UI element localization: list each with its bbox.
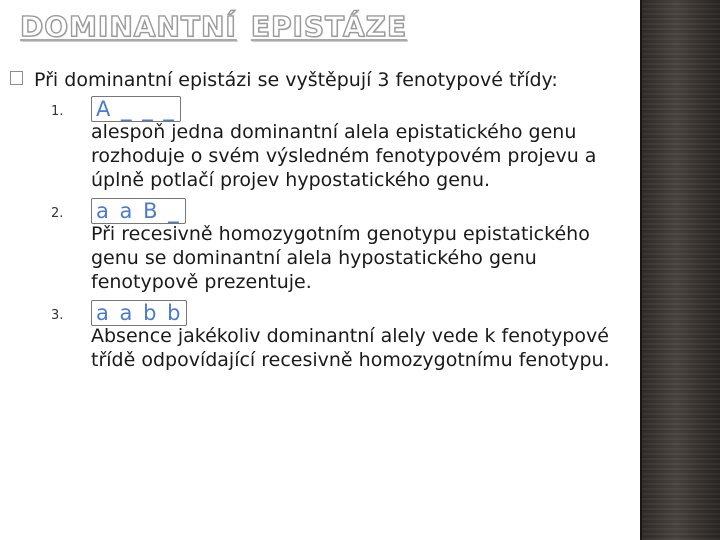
genotype-label: A _ _ _ — [91, 96, 181, 122]
intro-bullet — [10, 68, 635, 92]
title-word-epistaze: EPISTÁZE — [250, 10, 408, 43]
list-item — [10, 300, 635, 372]
item-description: Absence jakékoliv dominantní alely vede k fenotypové třídě odpovídající recesivně homozygotnímu fenotypu. — [91, 325, 610, 371]
genotype-label: a a b b — [91, 300, 187, 326]
intro-text: Při dominantní epistázi se vyštěpují 3 fenotypové třídy: — [34, 69, 558, 91]
slide-title — [20, 10, 407, 43]
slide-content — [10, 68, 635, 378]
list-number: 3. — [51, 308, 64, 323]
title-word-dominantni: DOMINANTNÍ — [20, 10, 237, 43]
list-number: 2. — [51, 206, 64, 221]
list-number: 1. — [51, 104, 64, 119]
square-bullet-icon — [10, 71, 23, 85]
phenotype-list — [10, 96, 635, 372]
list-item — [10, 96, 635, 192]
decorative-side-panel — [640, 0, 720, 540]
item-description: Při recesivně homozygotním genotypu epistatického genu se dominantní alela hypostatického genu fenotypově prezentuje. — [91, 223, 590, 293]
item-description: alespoň jedna dominantní alela epistatického genu rozhoduje o svém výsledném fenotypovém projevu a úplně potlačí projev hypostatického genu. — [91, 121, 597, 191]
list-item — [10, 198, 635, 294]
genotype-label: a a B _ — [91, 198, 186, 224]
